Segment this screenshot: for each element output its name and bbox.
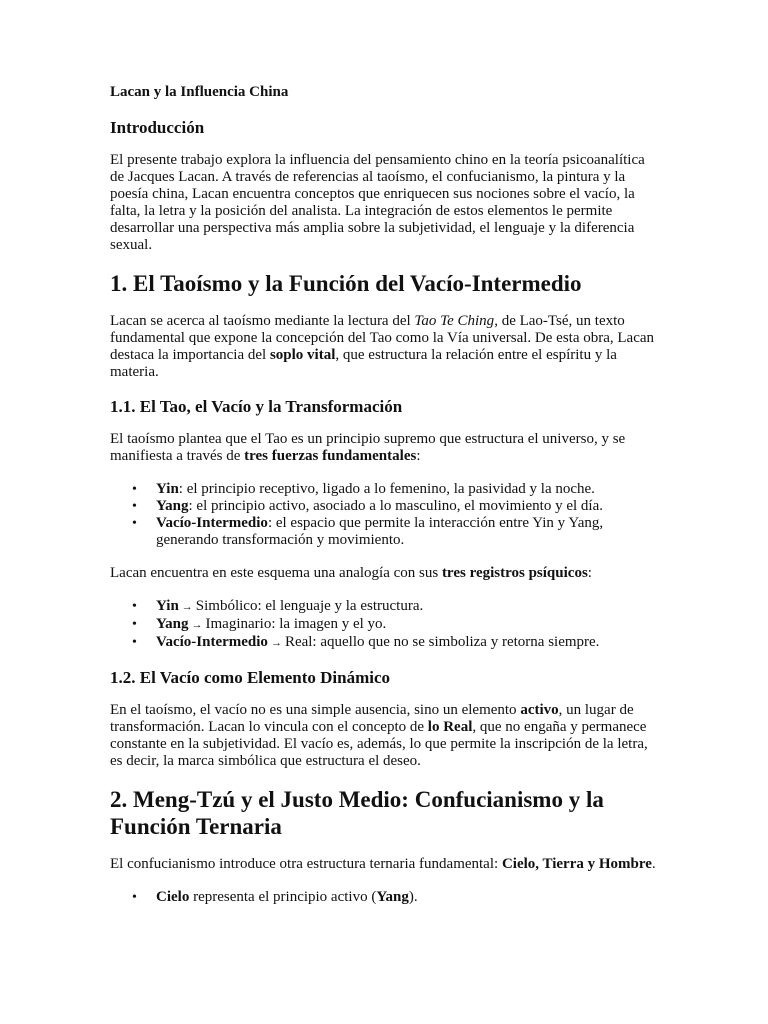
list-item bbox=[156, 634, 662, 652]
text-run: , que estructura la relación entre el espíritu y la materia. bbox=[110, 347, 617, 380]
subsection-1-2-heading: 1.2. El Vacío como Elemento Dinámico bbox=[110, 668, 391, 687]
text-run: , de Lao-Tsé, un texto fundamental que expone la concepción del Tao como la Vía universal. De esta obra, Lacan destaca la importancia del bbox=[110, 313, 655, 363]
bold-term: tres fuerzas fundamentales bbox=[244, 448, 417, 464]
bold-term: activo bbox=[520, 702, 559, 718]
section-2-heading: 2. Meng-Tzú y el Justo Medio: Confucianismo y la Función Ternaria bbox=[110, 787, 604, 839]
list-item-term: Cielo bbox=[156, 889, 190, 905]
list-item bbox=[156, 498, 662, 515]
text-run: Lacan se acerca al taoísmo mediante la lectura del bbox=[110, 313, 415, 329]
list-item-desc: : el principio receptivo, ligado a lo femenino, la pasividad y la noche. bbox=[178, 481, 595, 497]
arrow-icon: → bbox=[191, 619, 203, 631]
section-1-paragraph bbox=[110, 313, 662, 381]
bold-term: Yang bbox=[376, 889, 409, 905]
text-run: : bbox=[587, 565, 592, 581]
text-run: : bbox=[416, 448, 421, 464]
list-item-term: Vacío-Intermedio bbox=[156, 634, 268, 650]
list-item-desc: Simbólico: el lenguaje y la estructura. bbox=[195, 598, 424, 614]
arrow-icon: → bbox=[181, 601, 193, 613]
text-run: . bbox=[651, 856, 656, 872]
subsection-1-1-heading: 1.1. El Tao, el Vacío y la Transformación bbox=[110, 397, 403, 416]
list-item-term: Yin bbox=[156, 481, 179, 497]
list-item bbox=[156, 889, 662, 906]
text-run: , un lugar de transformación. Lacan lo vincula con el concepto de bbox=[110, 702, 634, 735]
section-1-heading: 1. El Taoísmo y la Función del Vacío-Intermedio bbox=[110, 271, 582, 296]
list-item bbox=[156, 481, 662, 498]
text-run: Lacan encuentra en este esquema una analogía con sus bbox=[110, 565, 442, 581]
list-item-desc: Imaginario: la imagen y el yo. bbox=[205, 616, 387, 632]
text-run: El taoísmo plantea que el Tao es un principio supremo que estructura el universo, y se manifiesta a través de bbox=[110, 431, 626, 464]
bold-term: soplo vital bbox=[269, 347, 336, 363]
list-item-term: Vacío-Intermedio bbox=[156, 515, 268, 531]
forces-list bbox=[110, 481, 662, 549]
registers-list bbox=[110, 598, 662, 652]
document-title: Lacan y la Influencia China bbox=[110, 84, 289, 100]
text-run: representa el principio activo ( bbox=[189, 889, 377, 905]
list-item bbox=[156, 515, 662, 549]
bold-term: tres registros psíquicos bbox=[441, 565, 588, 581]
list-item bbox=[156, 598, 662, 616]
registers-intro-paragraph bbox=[110, 565, 662, 582]
bold-term: lo Real bbox=[427, 719, 473, 735]
list-item-desc: : el principio activo, asociado a lo masculino, el movimiento y el día. bbox=[188, 498, 603, 514]
subsection-1-1-paragraph bbox=[110, 431, 662, 465]
document-page bbox=[110, 84, 662, 922]
intro-paragraph: El presente trabajo explora la influencia del pensamiento chino en la teoría psicoanalítica de Jacques Lacan. A través de referencias al taoísmo, el confucianismo, la pintura y la poesía china, Lacan encuentra conceptos que enriquecen sus nociones sobre el vacío, la falta, la letra y la posición del analista. La integración de estos elementos le permite desarrollar una perspectiva más amplia sobre la subjetividad, el lenguaje y la diferencia sexual. bbox=[110, 152, 645, 253]
intro-heading: Introducción bbox=[110, 118, 205, 137]
arrow-icon: → bbox=[270, 637, 282, 649]
book-title: Tao Te Ching bbox=[414, 313, 495, 329]
list-item-desc: : el espacio que permite la interacción entre Yin y Yang, generando transformación y movimiento. bbox=[156, 515, 604, 548]
text-run: El confucianismo introduce otra estructura ternaria fundamental: bbox=[110, 856, 502, 872]
subsection-1-2-paragraph bbox=[110, 702, 662, 770]
text-run: , que no engaña y permanece constante en la subjetividad. El vacío es, además, lo que permite la inscripción de la letra, es decir, la marca simbólica que estructura el deseo. bbox=[110, 719, 648, 769]
list-item-term: Yin bbox=[156, 598, 179, 614]
list-item-desc: Real: aquello que no se simboliza y retorna siempre. bbox=[284, 634, 600, 650]
triad-list bbox=[110, 889, 662, 906]
bold-term: Cielo, Tierra y Hombre bbox=[501, 856, 652, 872]
text-run: En el taoísmo, el vacío no es una simple ausencia, sino un elemento bbox=[110, 702, 521, 718]
list-item bbox=[156, 616, 662, 634]
section-2-paragraph bbox=[110, 856, 662, 873]
text-run: ). bbox=[408, 889, 418, 905]
list-item-term: Yang bbox=[156, 616, 189, 632]
list-item-term: Yang bbox=[156, 498, 189, 514]
